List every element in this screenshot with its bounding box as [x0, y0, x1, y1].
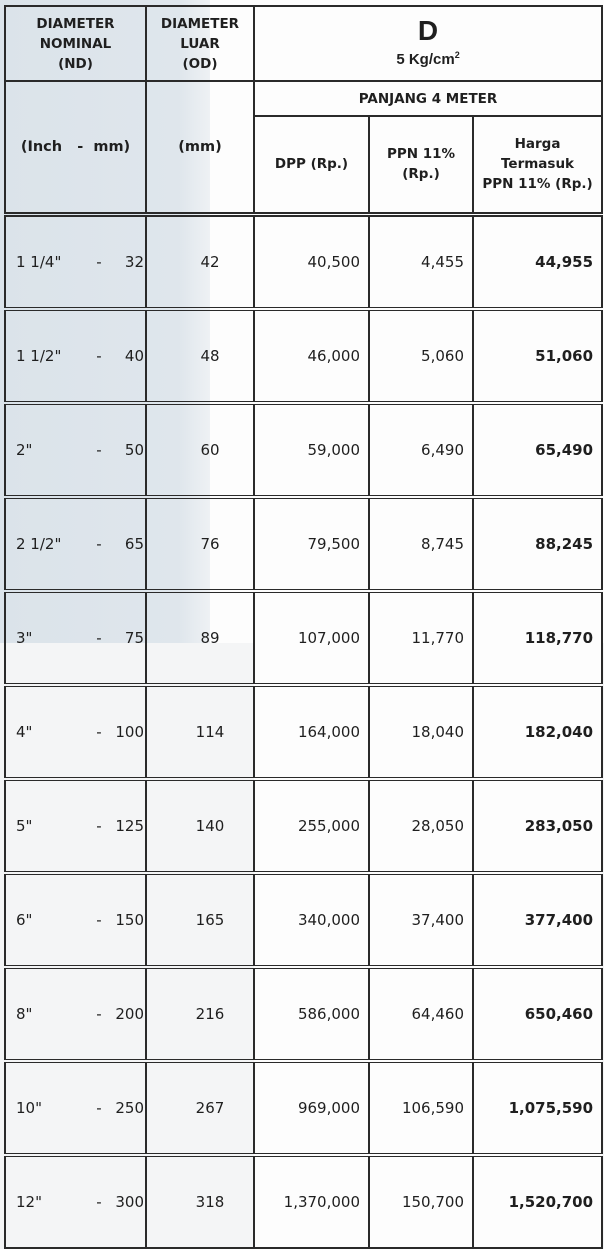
table-row	[5, 967, 602, 1061]
cell-dpp: 586,000	[254, 967, 369, 1061]
dash-separator: -	[96, 346, 102, 365]
header-total-line-2: Termasuk	[501, 156, 575, 173]
cell-ppn: 8,745	[369, 497, 473, 591]
cell-total-price: 377,400	[473, 873, 602, 967]
class-letter: D	[417, 15, 439, 46]
header-diameter-nominal: DIAMETER NOMINAL (ND)	[5, 6, 146, 81]
header-length: PANJANG 4 METER	[254, 81, 602, 116]
cell-nominal-diameter	[5, 967, 146, 1061]
nominal-mm: 100	[115, 722, 144, 741]
header-ppn	[369, 116, 473, 214]
dash-separator: -	[96, 440, 102, 459]
cell-ppn: 106,590	[369, 1061, 473, 1155]
cell-ppn: 18,040	[369, 685, 473, 779]
table-row	[5, 1155, 602, 1248]
cell-dpp: 79,500	[254, 497, 369, 591]
cell-total-price: 88,245	[473, 497, 602, 591]
nominal-mm: 125	[115, 816, 144, 835]
cell-nominal-diameter	[5, 591, 146, 685]
nominal-mm: 250	[115, 1098, 144, 1117]
header-total-line-3: PPN 11% (Rp.)	[482, 176, 593, 193]
header-od-line-1: DIAMETER	[160, 15, 240, 32]
cell-outer-diameter: 318	[146, 1155, 254, 1248]
cell-nominal-diameter	[5, 873, 146, 967]
cell-outer-diameter: 267	[146, 1061, 254, 1155]
pressure-rating	[255, 45, 601, 70]
cell-nominal-diameter	[5, 403, 146, 497]
nominal-inch: 12"	[16, 1192, 42, 1211]
header-ppn-line-1: PPN 11%	[386, 146, 456, 163]
nominal-inch: 10"	[16, 1098, 42, 1117]
dash-separator: -	[96, 1192, 102, 1211]
nominal-mm: 75	[124, 628, 144, 647]
cell-total-price: 65,490	[473, 403, 602, 497]
nominal-inch: 1 1/2"	[16, 346, 62, 365]
cell-outer-diameter: 140	[146, 779, 254, 873]
dash-separator: -	[96, 722, 102, 741]
cell-outer-diameter: 89	[146, 591, 254, 685]
cell-outer-diameter: 48	[146, 309, 254, 403]
nominal-inch: 6"	[16, 910, 33, 929]
cell-outer-diameter: 216	[146, 967, 254, 1061]
table-row	[5, 309, 602, 403]
cell-ppn: 11,770	[369, 591, 473, 685]
header-class-pressure	[254, 6, 602, 81]
table-row	[5, 873, 602, 967]
table-row	[5, 497, 602, 591]
cell-nominal-diameter	[5, 779, 146, 873]
nominal-mm: 40	[124, 346, 144, 365]
cell-outer-diameter: 165	[146, 873, 254, 967]
cell-nominal-diameter	[5, 685, 146, 779]
pressure-exponent: 2	[454, 50, 460, 60]
cell-ppn: 28,050	[369, 779, 473, 873]
dash-separator: -	[96, 252, 102, 271]
cell-nominal-diameter	[5, 214, 146, 309]
cell-dpp: 46,000	[254, 309, 369, 403]
cell-nominal-diameter	[5, 1061, 146, 1155]
table-row	[5, 779, 602, 873]
cell-total-price: 51,060	[473, 309, 602, 403]
nominal-inch: 3"	[16, 628, 33, 647]
header-unit-mm: (mm)	[146, 81, 254, 214]
pipe-price-table	[4, 5, 603, 1249]
cell-ppn: 150,700	[369, 1155, 473, 1248]
nominal-mm: 32	[124, 252, 144, 271]
header-unit-inch-mm: (Inch - mm)	[5, 81, 146, 214]
header-ppn-line-2: (Rp.)	[402, 166, 440, 183]
nominal-mm: 150	[115, 910, 144, 929]
nominal-mm: 65	[124, 534, 144, 553]
nominal-inch: 2 1/2"	[16, 534, 62, 553]
pressure-value: 5 Kg/cm	[396, 51, 455, 68]
cell-dpp: 40,500	[254, 214, 369, 309]
cell-ppn: 5,060	[369, 309, 473, 403]
dash-separator: -	[96, 1004, 102, 1023]
cell-total-price: 1,520,700	[473, 1155, 602, 1248]
nominal-mm: 50	[124, 440, 144, 459]
dash-separator: -	[96, 628, 102, 647]
nominal-mm: 300	[115, 1192, 144, 1211]
table-row	[5, 403, 602, 497]
table-row	[5, 591, 602, 685]
nominal-inch: 8"	[16, 1004, 33, 1023]
header-dpp: DPP (Rp.)	[254, 116, 369, 214]
cell-dpp: 59,000	[254, 403, 369, 497]
cell-total-price: 182,040	[473, 685, 602, 779]
dash-separator: -	[96, 1098, 102, 1117]
header-od-line-2: LUAR	[180, 35, 220, 52]
cell-dpp: 255,000	[254, 779, 369, 873]
cell-dpp: 340,000	[254, 873, 369, 967]
cell-dpp: 107,000	[254, 591, 369, 685]
cell-outer-diameter: 76	[146, 497, 254, 591]
cell-nominal-diameter	[5, 1155, 146, 1248]
cell-ppn: 37,400	[369, 873, 473, 967]
cell-total-price: 283,050	[473, 779, 602, 873]
cell-dpp: 969,000	[254, 1061, 369, 1155]
header-od-line-3: (OD)	[182, 55, 218, 72]
cell-total-price: 650,460	[473, 967, 602, 1061]
header-total-line-1: Harga	[514, 136, 561, 153]
nominal-inch: 4"	[16, 722, 33, 741]
cell-ppn: 4,455	[369, 214, 473, 309]
cell-outer-diameter: 114	[146, 685, 254, 779]
cell-total-price: 44,955	[473, 214, 602, 309]
cell-nominal-diameter	[5, 497, 146, 591]
header-diameter-luar	[146, 6, 254, 81]
cell-total-price: 118,770	[473, 591, 602, 685]
nominal-inch: 1 1/4"	[16, 252, 62, 271]
nominal-inch: 2"	[16, 440, 33, 459]
dash-separator: -	[96, 534, 102, 553]
nominal-mm: 200	[115, 1004, 144, 1023]
table-row	[5, 214, 602, 309]
table-row	[5, 1061, 602, 1155]
cell-outer-diameter: 60	[146, 403, 254, 497]
nominal-inch: 5"	[16, 816, 33, 835]
table-row	[5, 685, 602, 779]
cell-outer-diameter: 42	[146, 214, 254, 309]
cell-ppn: 64,460	[369, 967, 473, 1061]
cell-nominal-diameter	[5, 309, 146, 403]
cell-ppn: 6,490	[369, 403, 473, 497]
cell-dpp: 1,370,000	[254, 1155, 369, 1248]
cell-dpp: 164,000	[254, 685, 369, 779]
cell-total-price: 1,075,590	[473, 1061, 602, 1155]
dash-separator: -	[96, 816, 102, 835]
dash-separator: -	[96, 910, 102, 929]
header-total	[473, 116, 602, 214]
